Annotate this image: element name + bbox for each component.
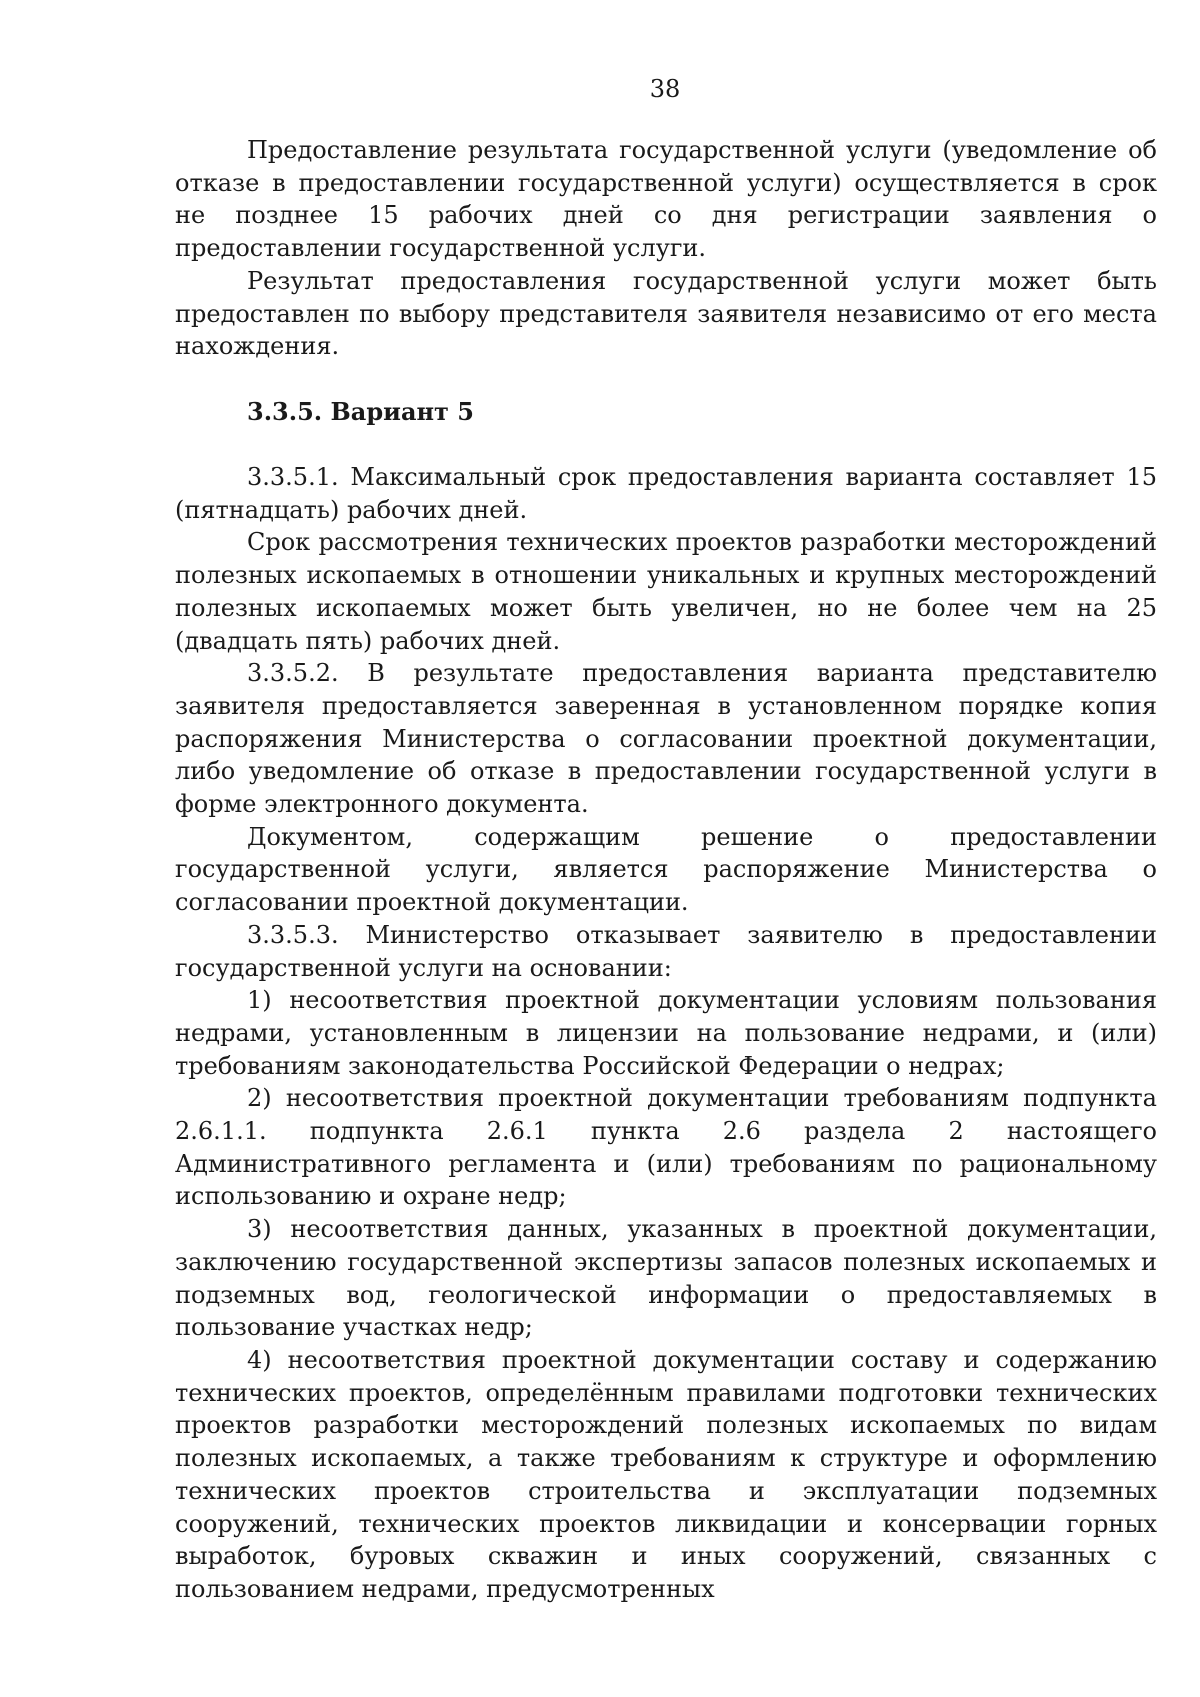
spacer (175, 428, 1157, 461)
page-number: 38 (649, 75, 681, 103)
list-item-4: 4) несоответствия проектной документации составу и содержанию технических проектов, определённым правилами подготовки технических проектов разработки месторождений полезных ископаемых по видам полезных ископаемых, а также требованиям к структуре и оформлению технических проектов строительства и эксплуатации подземных сооружений, технических проектов ликвидации и консервации горных выработок, буровых скважин и иных сооружений, связанных с пользованием недрами, предусмотренных (175, 1345, 1157, 1603)
paragraph-3-3-5-2: 3.3.5.2. В результате предоставления варианта представителю заявителя предоставляется заверенная в установленном порядке копия распоряжения Министерства о согласовании проектной документации, либо уведомление об отказе в предоставлении государственной услуги в форме электронного документа. (175, 659, 1157, 819)
list-item-2: 2) несоответствия проектной документации требованиям подпункта 2.6.1.1. подпункта 2.6.1 пункта 2.6 раздела 2 настоящего Административного регламента и (или) требованиям по рациональному использованию и охране недр; (175, 1084, 1157, 1211)
list-item-1: 1) несоответствия проектной документации условиям пользования недрами, установленным в лицензии на пользование недрами, и (или) требованиям законодательства Российской Федерации о недрах; (175, 986, 1157, 1080)
section-heading: 3.3.5. Вариант 5 (247, 396, 474, 426)
paragraph-3-3-5-3: 3.3.5.3. Министерство отказывает заявителю в предоставлении государственной услуги на основании: (175, 920, 1157, 982)
list-item-3: 3) несоответствия данных, указанных в проектной документации, заключению государственной экспертизы запасов полезных ископаемых и подземных вод, геологической информации о предоставляемых в пользование участках недр; (175, 1215, 1157, 1342)
document-body (175, 134, 1157, 1606)
spacer (175, 363, 1157, 396)
paragraph-result-deadline: Предоставление результата государственной услуги (уведомление об отказе в предоставлении государственной услуги) осуществляется в срок не позднее 15 рабочих дней со дня регистрации заявления о предоставлении государственной услуги. (175, 136, 1157, 263)
paragraph-review-period: Срок рассмотрения технических проектов разработки месторождений полезных ископаемых в отношении уникальных и крупных месторождений полезных ископаемых может быть увеличен, но не более чем на 25 (двадцать пять) рабочих дней. (175, 528, 1157, 655)
paragraph-result-delivery: Результат предоставления государственной услуги может быть предоставлен по выбору представителя заявителя независимо от его места нахождения. (175, 266, 1157, 361)
paragraph-decision-document: Документом, содержащим решение о предоставлении государственной услуги, является распоряжение Министерства о согласовании проектной документации. (175, 822, 1157, 917)
paragraph-3-3-5-1: 3.3.5.1. Максимальный срок предоставления варианта составляет 15 (пятнадцать) рабочих дней. (175, 463, 1157, 524)
